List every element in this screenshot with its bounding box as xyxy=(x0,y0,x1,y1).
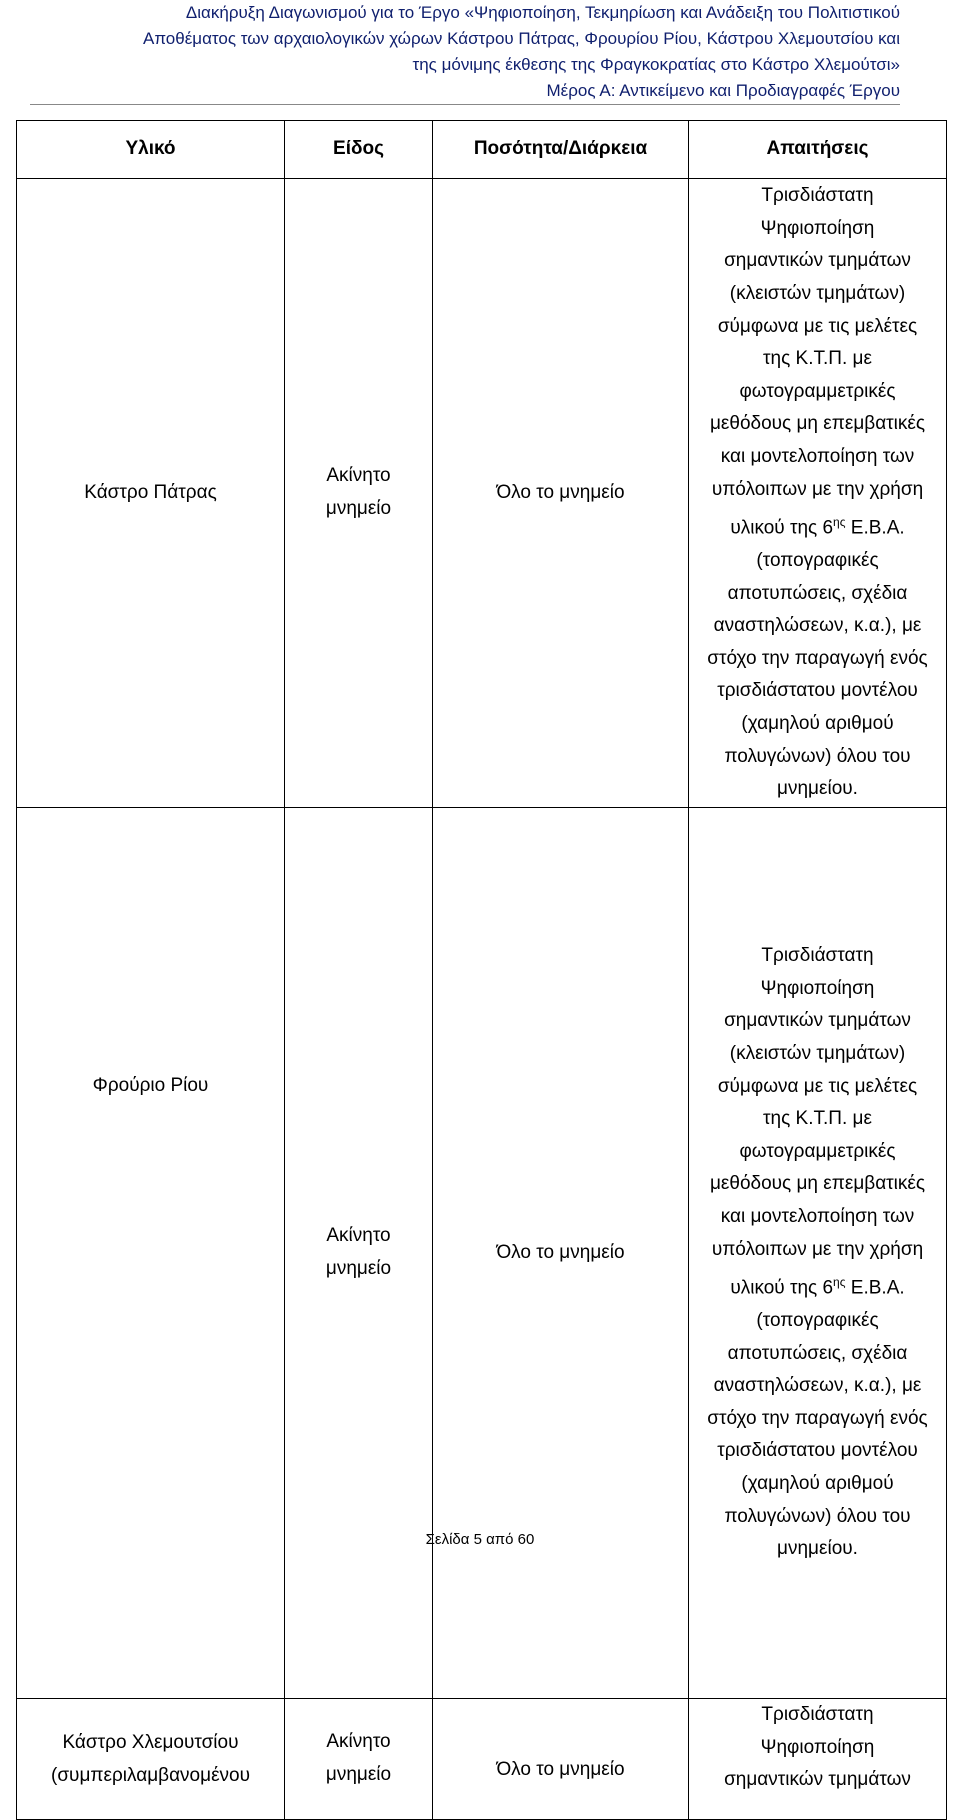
quantity-cell: Όλο το μνημείο xyxy=(433,1699,689,1820)
requirement-line: τρισδιάστατου μοντέλου xyxy=(717,1440,918,1462)
requirement-line: υπόλοιπων με την χρήση xyxy=(711,1238,924,1260)
table-row xyxy=(17,179,947,808)
type-text: μνημείο xyxy=(325,1258,392,1279)
page-number: Σελίδα 5 από 60 xyxy=(425,1531,535,1548)
requirement-line: (κλειστών τμημάτων) xyxy=(729,1042,906,1064)
header-divider xyxy=(30,104,900,105)
requirement-line: υλικού της $6^{\eta\varsigma}$ Ε.Β.Α. xyxy=(730,1275,905,1299)
requirement-line: και μοντελοποίηση των xyxy=(720,1205,915,1227)
material-cell xyxy=(17,179,285,808)
requirement-line: της Κ.Τ.Π. με xyxy=(763,348,872,370)
requirement-line: σημαντικών τμημάτων xyxy=(724,1769,911,1791)
column-header-requirements: Απαιτήσεις xyxy=(689,121,947,179)
material-text: Κάστρο Χλεμουτσίου xyxy=(62,1732,239,1754)
table-row xyxy=(17,1699,947,1820)
requirement-line: της Κ.Τ.Π. με xyxy=(763,1108,872,1130)
requirements-cell xyxy=(689,808,947,1699)
requirement-line: τρισδιάστατου μοντέλου xyxy=(717,680,918,702)
requirement-line: υπόλοιπων με την χρήση xyxy=(711,478,924,500)
requirement-line: και μοντελοποίηση των xyxy=(720,445,915,467)
requirement-line: Ψηφιοποίηση xyxy=(760,1736,875,1758)
type-text: μνημείο xyxy=(325,1764,392,1785)
requirement-line: σημαντικών τμημάτων xyxy=(724,1010,911,1032)
requirements-cell xyxy=(689,1699,947,1820)
requirement-line: (χαμηλού αριθμού xyxy=(741,713,894,735)
type-text: Ακίνητο xyxy=(326,1225,391,1247)
header-line: Μέρος Α: Αντικείμενο και Προδιαγραφές Έργου xyxy=(546,81,900,100)
table-row xyxy=(17,808,947,1699)
material-cell xyxy=(17,808,285,1699)
header-line: της μόνιμης έκθεσης της Φραγκοκρατίας στο Κάστρο Χλεμούτσι» xyxy=(412,55,900,74)
requirement-line: αναστηλώσεων, κ.α.), με xyxy=(713,1375,922,1397)
requirement-line: μεθόδους μη επεμβατικές xyxy=(709,1173,926,1195)
requirement-line: σημαντικών τμημάτων xyxy=(724,250,911,272)
material-text: (συμπεριλαμβανομένου xyxy=(51,1765,250,1786)
type-cell xyxy=(285,179,433,808)
requirement-line: πολυγώνων) όλου του xyxy=(724,745,911,767)
column-header-quantity: Ποσότητα/Διάρκεια xyxy=(433,121,689,179)
type-text: μνημείο xyxy=(325,498,392,519)
requirement-line: (κλειστών τμημάτων) xyxy=(729,282,906,304)
header-line: Διακήρυξη Διαγωνισμού για το Έργο «Ψηφιοποίηση, Τεκμηρίωση και Ανάδειξη του Πολιτιστικού xyxy=(185,3,900,22)
material-text: Κάστρο Πάτρας xyxy=(84,481,217,503)
type-text: Ακίνητο xyxy=(326,465,391,487)
requirement-line: Ψηφιοποίηση xyxy=(760,217,875,239)
requirement-line: (τοπογραφικές xyxy=(756,550,879,572)
requirement-line: αναστηλώσεων, κ.α.), με xyxy=(713,615,922,637)
material-text: Φρούριο Ρίου xyxy=(92,1075,209,1096)
requirement-line: μνημείου. xyxy=(777,778,858,800)
requirement-line: φωτογραμμετρικές xyxy=(739,1140,896,1162)
column-header-material: Υλικό xyxy=(17,121,285,179)
column-header-type: Είδος xyxy=(285,121,433,179)
requirement-line: Τρισδιάστατη xyxy=(761,185,874,207)
document-header xyxy=(0,0,900,104)
quantity-cell: Όλο το μνημείο xyxy=(433,179,689,808)
type-text: Ακίνητο xyxy=(326,1731,391,1753)
requirement-line: Τρισδιάστατη xyxy=(761,945,874,967)
type-cell xyxy=(285,808,433,1699)
table-header-row xyxy=(17,121,947,179)
requirement-line: (χαμηλού αριθμού xyxy=(741,1473,894,1495)
material-cell xyxy=(17,1699,285,1820)
requirement-line: φωτογραμμετρικές xyxy=(739,380,896,402)
requirement-line: Τρισδιάστατη xyxy=(761,1704,874,1725)
requirement-line: Ψηφιοποίηση xyxy=(760,977,875,999)
header-line: Αποθέματος των αρχαιολογικών χώρων Κάστρου Πάτρας, Φρουρίου Ρίου, Κάστρου Χλεμουτσίου και xyxy=(142,29,900,48)
quantity-cell: Όλο το μνημείο xyxy=(433,808,689,1699)
requirement-line: πολυγώνων) όλου του xyxy=(724,1505,911,1527)
requirement-line: στόχο την παραγωγή ενός xyxy=(707,1407,928,1429)
requirement-line: σύμφωνα με τις μελέτες xyxy=(717,315,918,337)
specification-table xyxy=(16,120,947,1820)
requirements-cell xyxy=(689,179,947,808)
requirement-line: αποτυπώσεις, σχέδια xyxy=(727,582,908,604)
requirement-line: στόχο την παραγωγή ενός xyxy=(707,647,928,669)
requirement-line: σύμφωνα με τις μελέτες xyxy=(717,1075,918,1097)
requirement-line: αποτυπώσεις, σχέδια xyxy=(727,1342,908,1364)
requirement-line: υλικού της $6^{\eta\varsigma}$ Ε.Β.Α. xyxy=(730,515,905,539)
requirement-line: μεθόδους μη επεμβατικές xyxy=(709,413,926,435)
requirement-line: μνημείου. xyxy=(777,1538,858,1560)
requirement-line: (τοπογραφικές xyxy=(756,1310,879,1332)
type-cell xyxy=(285,1699,433,1820)
